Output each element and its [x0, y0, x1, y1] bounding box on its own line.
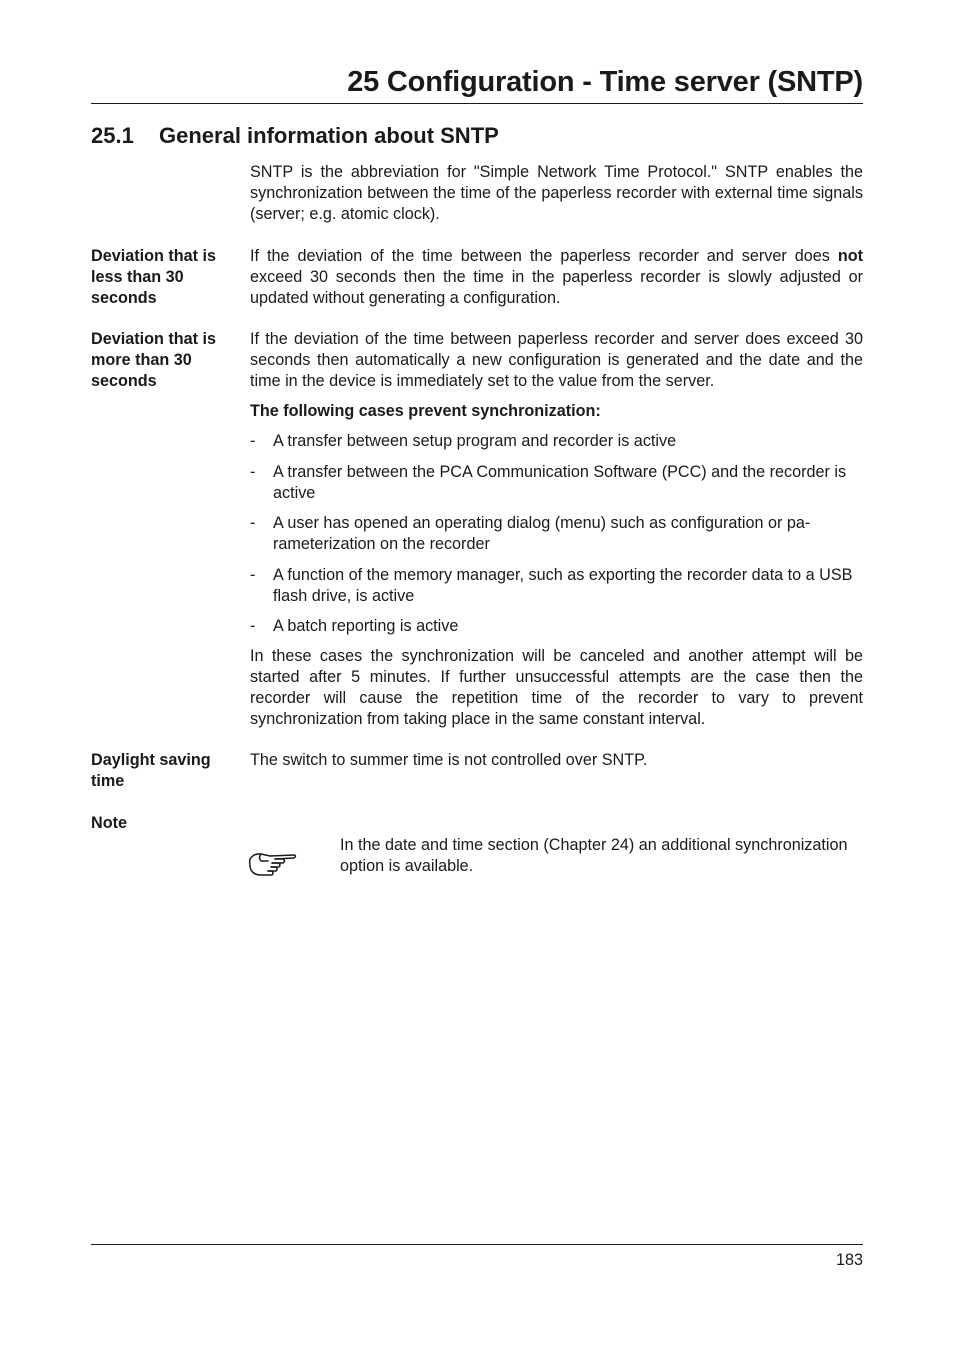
list-dash: - — [250, 514, 256, 532]
list-item-text: A user has opened an operating dialog (menu) such as configuration or parameterization on the recorder — [273, 514, 811, 553]
section-number: 25.1 — [91, 123, 134, 148]
list-dash: - — [250, 566, 256, 584]
side-label-deviation-less: Deviation that is less than 30 seconds — [91, 247, 217, 307]
side-label-note: Note — [91, 814, 127, 832]
note-text: In the date and time section (Chapter 24) an additional synchronization option is available. — [340, 836, 848, 875]
section-title: General information about SNTP — [159, 123, 499, 148]
chapter-title: 25 Configuration - Time server (SNTP) — [347, 66, 863, 98]
deviation-more-paragraph: If the deviation of the time between paperless recorder and server does exceed 30 seconds then automatically a new configuration is generated and the date and the time in the device is immediately set to the value from the server. — [250, 330, 863, 390]
list-item — [250, 431, 863, 452]
pointing-hand-icon — [248, 849, 298, 879]
side-label-deviation-more: Deviation that is more than 30 seconds — [91, 330, 217, 390]
section-heading — [91, 121, 499, 151]
deviation-less-text-start: If the deviation of the time between the paperless recorder and server does — [250, 247, 838, 265]
list-item-text: A transfer between setup program and recorder is active — [273, 432, 677, 450]
deviation-less-paragraph — [250, 246, 863, 309]
list-item-text: A function of the memory manager, such as exporting the recorder data to a USB flash drive, is active — [273, 566, 853, 605]
footer-divider — [91, 1244, 863, 1245]
deviation-less-text-end: exceed 30 seconds then the time in the paperless recorder is slowly adjusted or updated without generating a configuration. — [250, 268, 863, 307]
page-number: 183 — [835, 1251, 863, 1269]
list-item — [250, 462, 863, 504]
prevent-heading: The following cases prevent synchronization: — [250, 402, 601, 420]
list-dash: - — [250, 463, 256, 481]
list-item — [250, 565, 863, 607]
side-label-daylight: Daylight saving time — [91, 751, 211, 790]
list-item — [250, 616, 863, 637]
intro-paragraph: SNTP is the abbreviation for "Simple Network Time Protocol." SNTP enables the synchronization between the time of the paperless recorder with external time signals (server; e.g. atomic clock). — [250, 163, 863, 223]
list-item-text: A batch reporting is active — [273, 617, 459, 635]
list-dash: - — [250, 432, 256, 450]
daylight-paragraph: The switch to summer time is not controlled over SNTP. — [250, 751, 648, 769]
conclusion-paragraph: In these cases the synchronization will be canceled and another attempt will be started after 5 minutes. If further unsuccessful attempts are the case then the recorder will cause the repetition time of the recorder to vary to prevent synchronization from taking place in the same constant interval. — [250, 647, 863, 728]
emphasis-not: not — [837, 247, 863, 265]
list-item — [250, 513, 863, 555]
list-dash: - — [250, 617, 256, 635]
list-item-text: A transfer between the PCA Communication Software (PCC) and the recorder is active — [273, 463, 847, 502]
title-divider — [91, 103, 863, 104]
